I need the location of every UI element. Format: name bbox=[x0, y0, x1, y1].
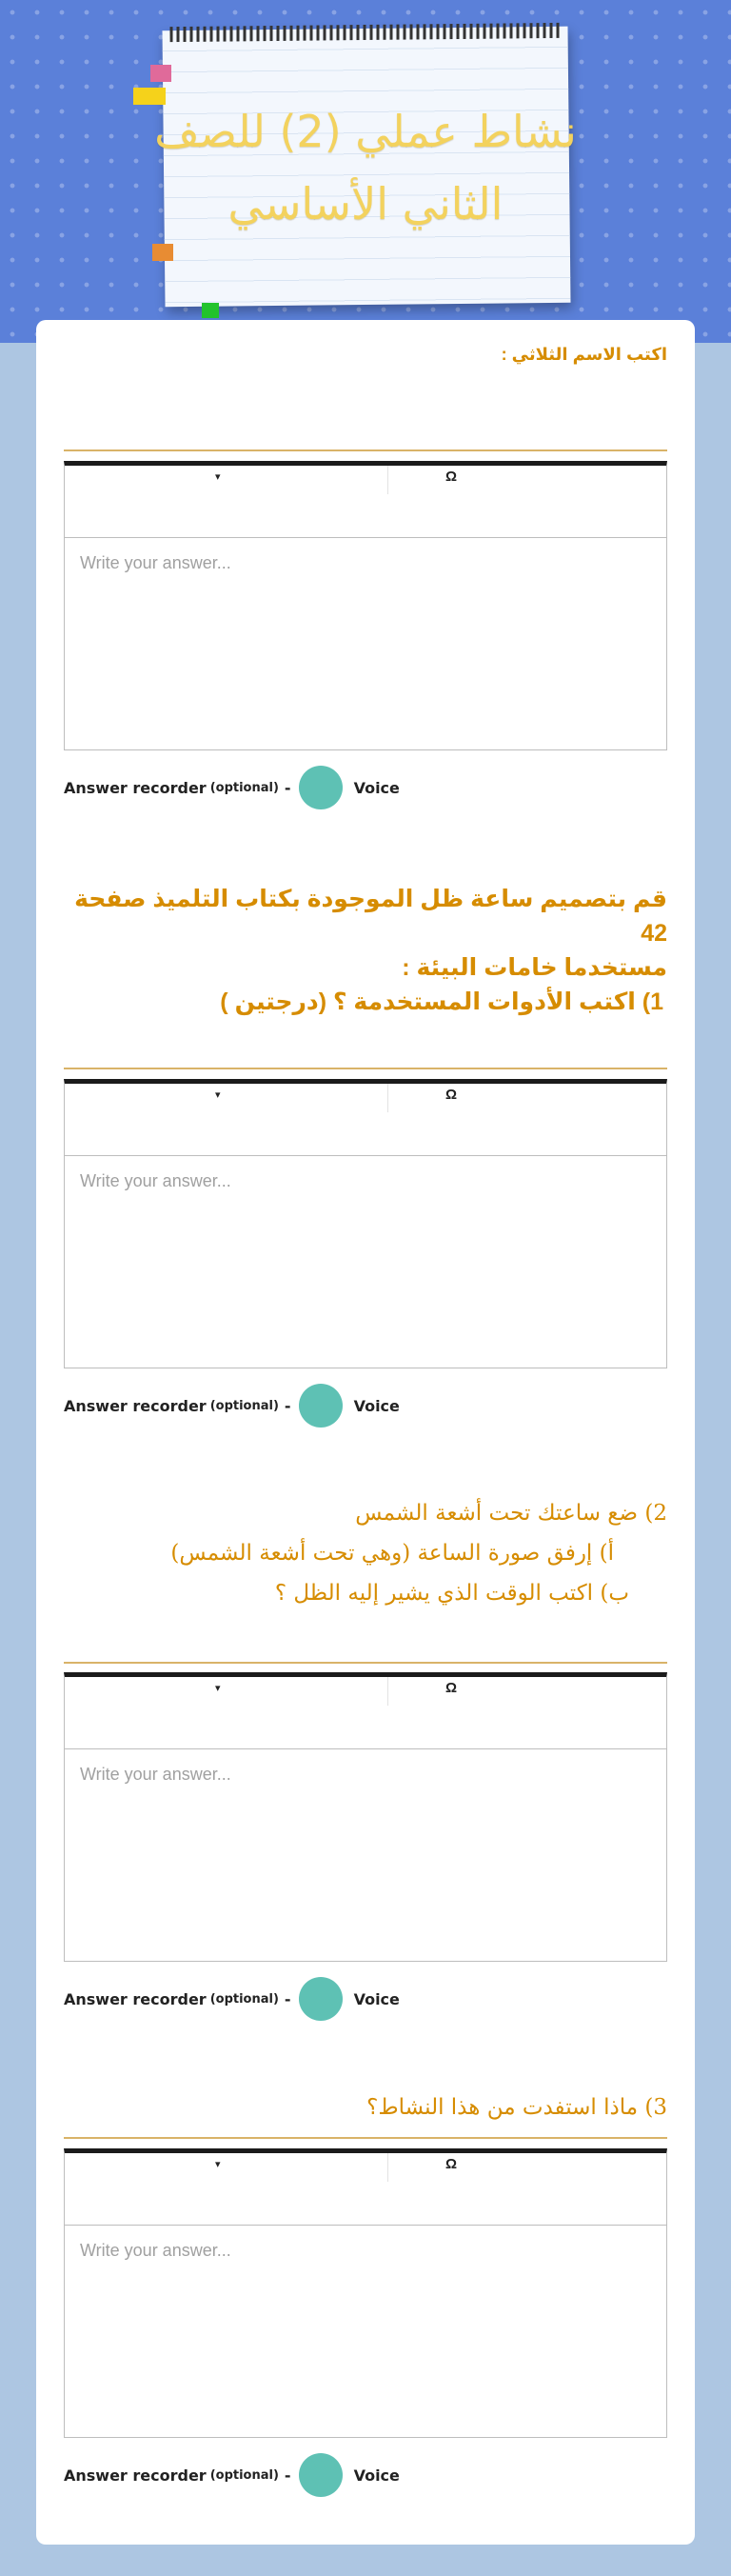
editor-toolbar bbox=[65, 2153, 666, 2226]
notepad-tab-green bbox=[202, 303, 219, 318]
question-text: 1) اكتب الأدوات المستخدمة ؟ (درجتين ) bbox=[220, 988, 663, 1015]
recorder-separator: - bbox=[284, 2466, 291, 2485]
special-character-icon[interactable]: Ω bbox=[445, 1680, 458, 1696]
question-1 bbox=[64, 345, 667, 365]
page-title bbox=[114, 95, 617, 240]
special-character-icon[interactable]: Ω bbox=[445, 1087, 458, 1103]
notepad-spiral bbox=[169, 23, 560, 42]
question-divider bbox=[64, 1662, 667, 1664]
question-divider bbox=[64, 2137, 667, 2139]
question-4 bbox=[64, 2087, 667, 2127]
chevron-down-icon: ▾ bbox=[215, 2159, 221, 2170]
voice-label: Voice bbox=[353, 1989, 400, 2008]
record-button[interactable] bbox=[299, 1384, 343, 1428]
record-button[interactable] bbox=[299, 2453, 343, 2497]
question-text: ب) اكتب الوقت الذي يشير إليه الظل ؟ bbox=[274, 1581, 629, 1606]
recorder-separator: - bbox=[284, 1396, 291, 1415]
answer-editor-2 bbox=[64, 1079, 667, 1368]
recorder-label: Answer recorder bbox=[64, 1989, 207, 2008]
voice-label: Voice bbox=[353, 2466, 400, 2485]
editor-toolbar bbox=[65, 1084, 666, 1156]
chevron-down-icon: ▾ bbox=[215, 1683, 221, 1694]
answer-recorder bbox=[64, 1384, 400, 1428]
question-3 bbox=[64, 1493, 667, 1613]
special-character-icon[interactable]: Ω bbox=[445, 2156, 458, 2172]
recorder-separator: - bbox=[284, 778, 291, 797]
recorder-separator: - bbox=[284, 1989, 291, 2008]
recorder-optional-label: (optional) bbox=[209, 2467, 279, 2483]
question-text: قم بتصميم ساعة ظل الموجودة بكتاب التلميذ صفحة 42 bbox=[74, 886, 667, 947]
notepad-tab-pink bbox=[150, 65, 171, 82]
answer-recorder bbox=[64, 2453, 400, 2497]
answer-editor-1 bbox=[64, 461, 667, 750]
question-text: أ) إرفق صورة الساعة (وهي تحت أشعة الشمس) bbox=[170, 1541, 614, 1566]
question-text: 3) ماذا استفدت من هذا النشاط؟ bbox=[366, 2095, 667, 2120]
question-divider bbox=[64, 449, 667, 451]
recorder-optional-label: (optional) bbox=[209, 1398, 279, 1413]
chevron-down-icon: ▾ bbox=[215, 1089, 221, 1101]
answer-recorder bbox=[64, 766, 400, 809]
answer-input[interactable] bbox=[65, 538, 666, 749]
question-text: اكتب الاسم الثلاثي : bbox=[501, 345, 667, 364]
title-line: نشاط عملي (2) للصف bbox=[154, 106, 577, 157]
answer-input[interactable] bbox=[65, 1749, 666, 1961]
special-character-icon[interactable]: Ω bbox=[445, 469, 458, 485]
record-button[interactable] bbox=[299, 1977, 343, 2021]
title-line: الثاني الأساسي bbox=[227, 178, 504, 230]
question-2 bbox=[64, 882, 667, 1019]
answer-input[interactable] bbox=[65, 1156, 666, 1368]
answer-editor-4 bbox=[64, 2148, 667, 2438]
answer-input[interactable] bbox=[65, 2226, 666, 2437]
format-dropdown[interactable] bbox=[65, 2153, 388, 2182]
voice-label: Voice bbox=[353, 778, 400, 797]
recorder-optional-label: (optional) bbox=[209, 780, 279, 795]
answer-editor-3 bbox=[64, 1672, 667, 1962]
format-dropdown[interactable] bbox=[65, 1677, 388, 1706]
chevron-down-icon: ▾ bbox=[215, 471, 221, 483]
notepad-tab-orange bbox=[152, 244, 173, 261]
format-dropdown[interactable] bbox=[65, 466, 388, 494]
editor-toolbar bbox=[65, 466, 666, 538]
voice-label: Voice bbox=[353, 1396, 400, 1415]
format-dropdown[interactable] bbox=[65, 1084, 388, 1112]
record-button[interactable] bbox=[299, 766, 343, 809]
recorder-label: Answer recorder bbox=[64, 778, 207, 797]
editor-toolbar bbox=[65, 1677, 666, 1749]
question-text: 2) ضع ساعتك تحت أشعة الشمس bbox=[355, 1501, 667, 1526]
answer-recorder bbox=[64, 1977, 400, 2021]
recorder-label: Answer recorder bbox=[64, 2466, 207, 2485]
recorder-optional-label: (optional) bbox=[209, 1991, 279, 2007]
question-text: مستخدما خامات البيئة : bbox=[402, 954, 667, 981]
question-divider bbox=[64, 1068, 667, 1069]
recorder-label: Answer recorder bbox=[64, 1396, 207, 1415]
